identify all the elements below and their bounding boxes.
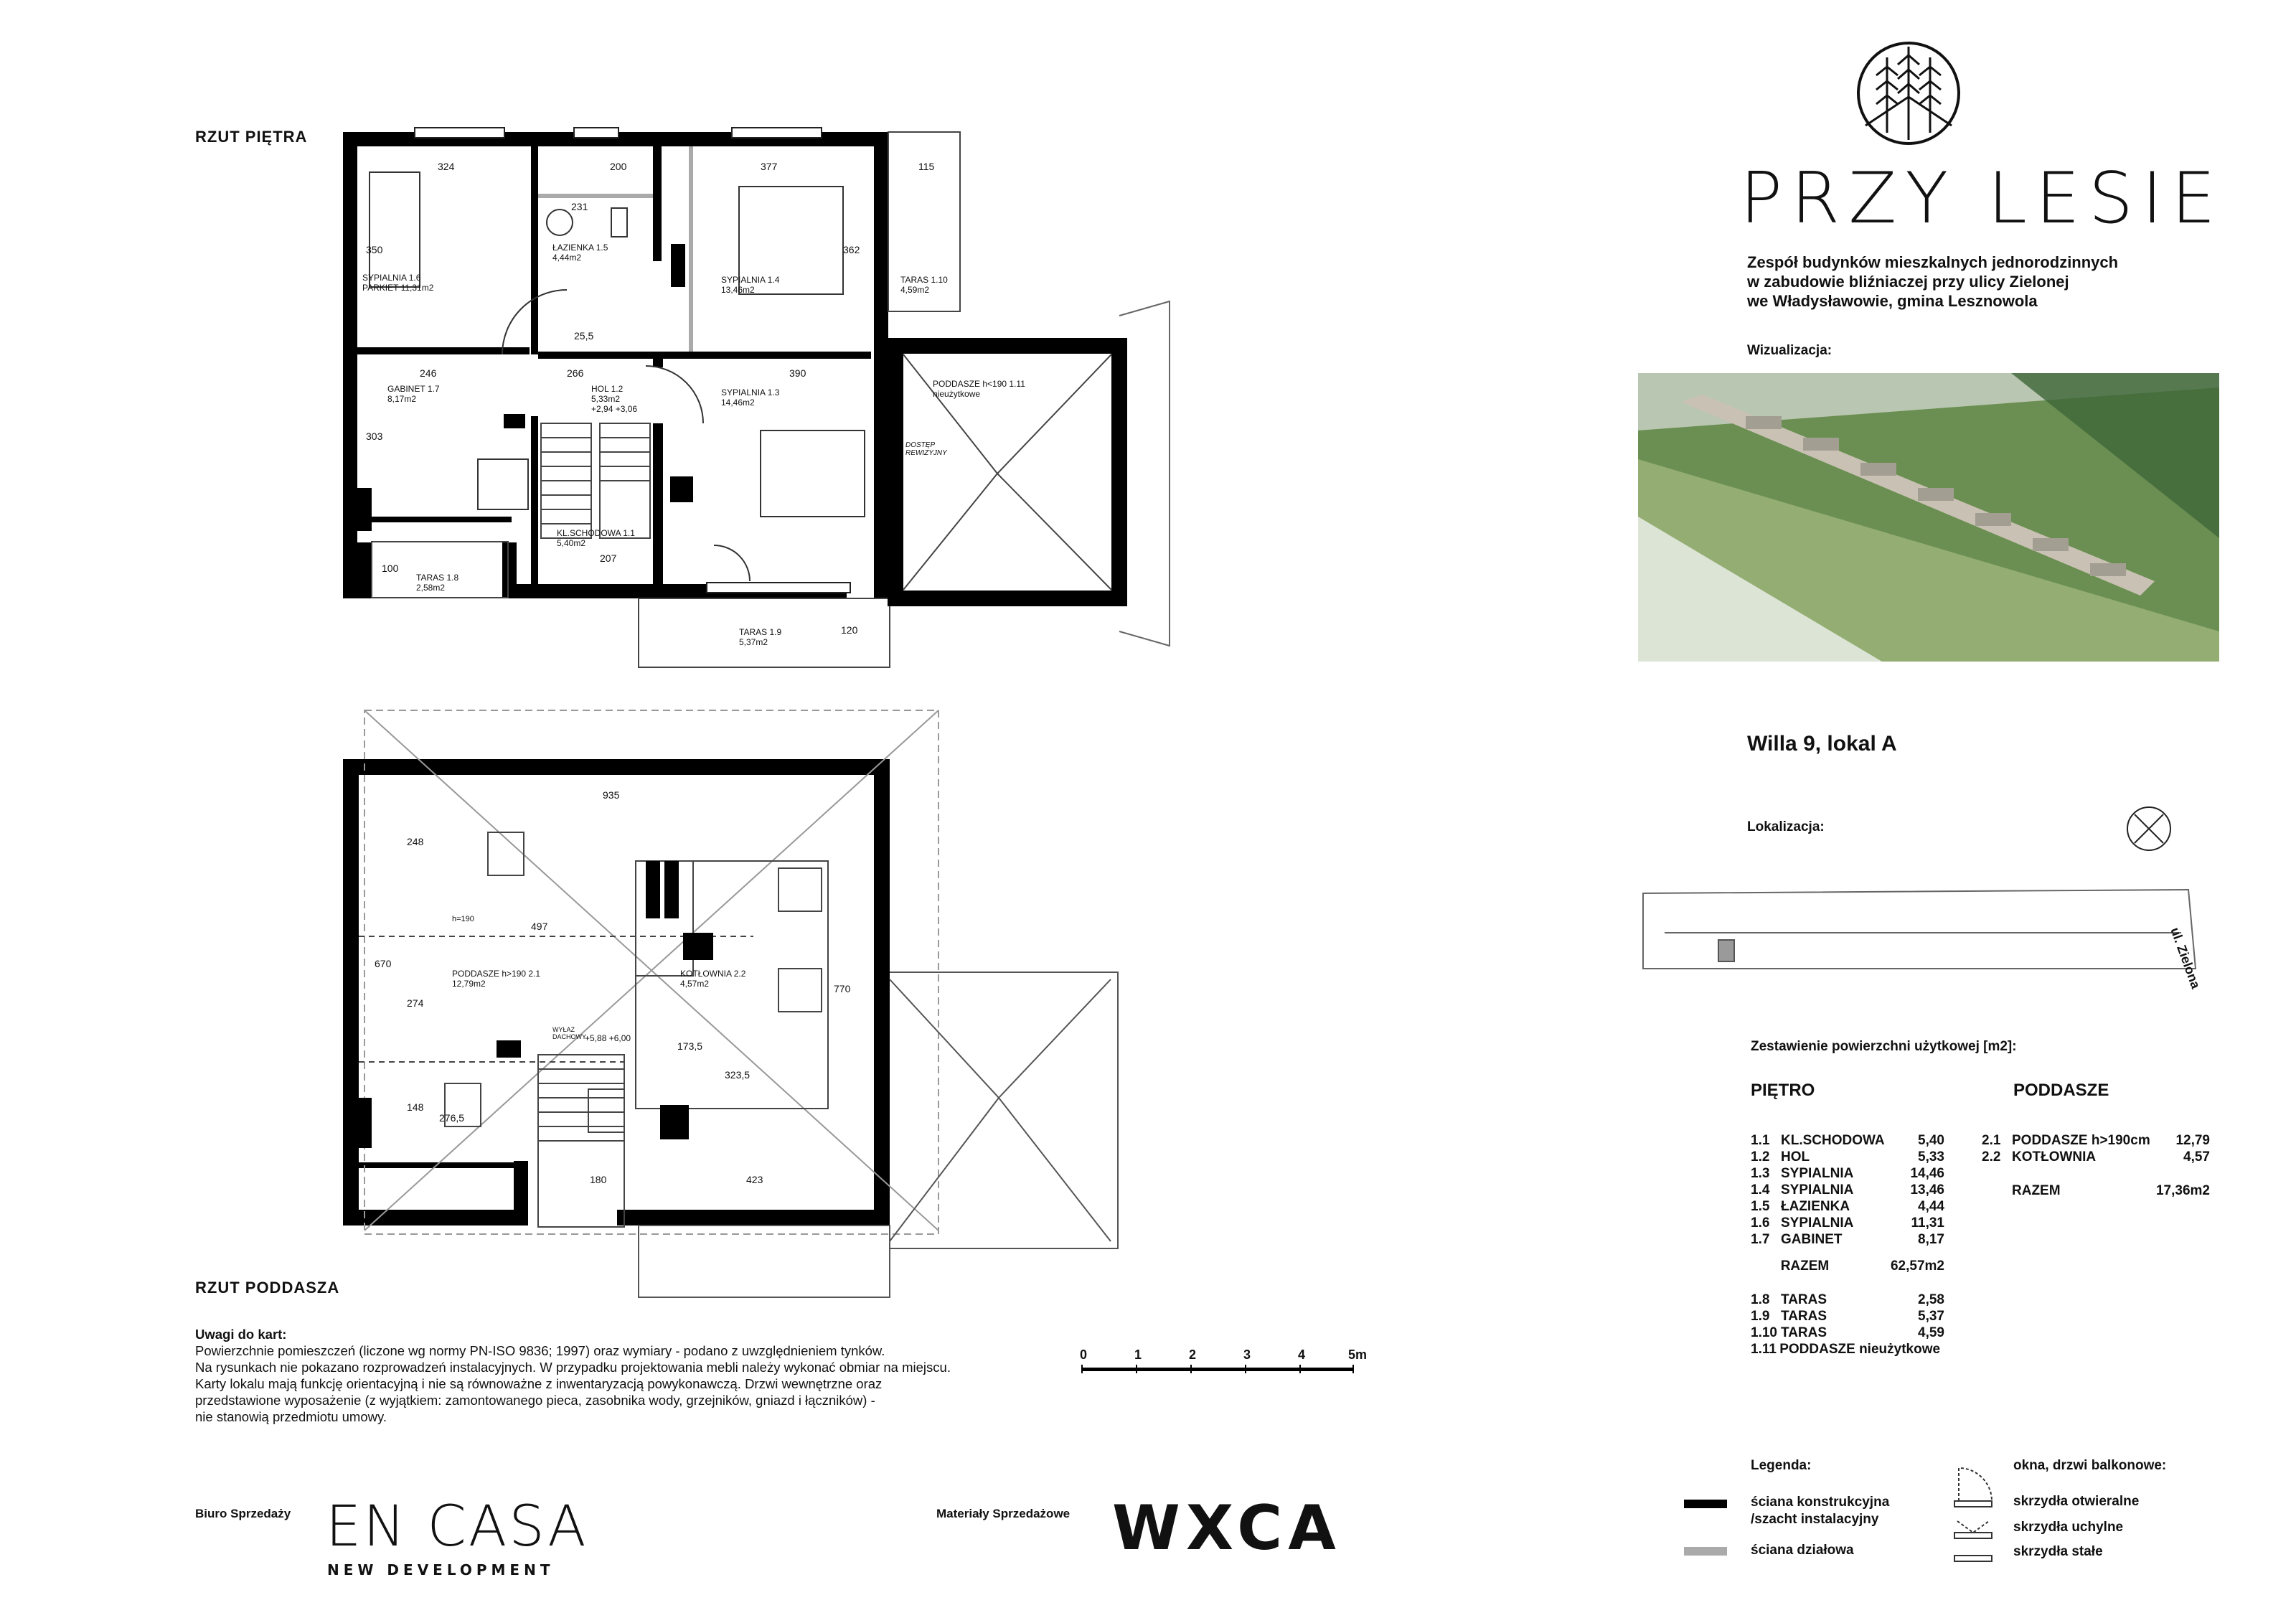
legend-windows-title: okna, drzwi balkonowe: — [2013, 1458, 2167, 1473]
sales-office-label: Biuro Sprzedaży — [195, 1507, 291, 1520]
legend-tilting: skrzydła uchylne — [2013, 1520, 2124, 1535]
dim: 231 — [571, 201, 588, 212]
dim: 362 — [843, 244, 860, 255]
notes-line: Karty lokalu mają funkcję orientacyjną i nie są równoważne z inwentaryzacją powykonawczą. Drzwi wewnętrzne oraz — [195, 1376, 883, 1391]
wall-swatch — [1684, 1500, 1727, 1508]
unit-title: Willa 9, lokal A — [1747, 732, 1897, 756]
dim: 935 — [603, 789, 620, 801]
room-label-1-11: PODDASZE h<190 1.11 nieużytkowe — [933, 379, 1025, 399]
table-row: 1.4 SYPIALNIA 13,46 — [1751, 1182, 1944, 1198]
room-label-1-3: SYPIALNIA 1.3 14,46m2 — [721, 387, 780, 408]
location-label: Lokalizacja: — [1747, 819, 1825, 834]
dim: 497 — [531, 921, 548, 932]
table-row: 1.2 HOL 5,33 — [1751, 1149, 1944, 1165]
dim: 390 — [789, 367, 806, 379]
dim: 303 — [366, 431, 383, 442]
visualisation-label: Wizualizacja: — [1747, 343, 1832, 358]
room-label-2-1: PODDASZE h>190 2.1 12,79m2 — [452, 969, 541, 989]
dim: 423 — [746, 1174, 763, 1185]
legend-opening: skrzydła otwieralne — [2013, 1494, 2140, 1509]
notes-line: nie stanowią przedmiotu umowy. — [195, 1409, 387, 1424]
dim: 274 — [407, 997, 424, 1009]
dim: +5,88 +6,00 — [585, 1033, 631, 1043]
window-legend-icons — [1952, 1461, 1995, 1568]
floor-total-row: RAZEM 62,57m2 — [1780, 1259, 1944, 1274]
dim: 173,5 — [677, 1040, 703, 1052]
dim: 180 — [590, 1174, 607, 1185]
room-label-1-7: GABINET 1.7 8,17m2 — [387, 384, 440, 404]
table-row: 2.1 PODDASZE h>190cm 12,79 — [1982, 1133, 2210, 1148]
wxca-logo: WXCA — [1112, 1492, 1342, 1564]
dim: 148 — [407, 1101, 424, 1113]
table-row: 1.1 KL.SCHODOWA 5,40 — [1751, 1133, 1944, 1148]
dim: 324 — [438, 161, 455, 172]
legend-wall: ściana konstrukcyjna /szacht instalacyjny — [1751, 1495, 1890, 1527]
legend-title: Legenda: — [1751, 1458, 1812, 1473]
notes-block — [195, 1326, 1006, 1425]
attic-total-row: RAZEM 17,36m2 — [2012, 1183, 2210, 1198]
table-row: 1.5 ŁAZIENKA 4,44 — [1751, 1199, 1944, 1214]
dim: h=190 — [452, 915, 474, 923]
table-row: 1.9 TARAS 5,37 — [1751, 1309, 1944, 1324]
dim: 770 — [834, 983, 851, 994]
notes-line: Powierzchnie pomieszczeń (liczone wg normy PN-ISO 9836; 1997) oraz wymiary - podano z uwzględnieniem tynków. — [195, 1343, 885, 1358]
floor-plan-title: RZUT PIĘTRA — [195, 128, 308, 146]
przy-lesie-logo-icon — [1855, 39, 1962, 147]
visualisation-image — [1638, 373, 2219, 662]
attic-plan-title: RZUT PODDASZA — [195, 1279, 340, 1297]
materials-label: Materiały Sprzedażowe — [936, 1507, 1071, 1520]
dim: 276,5 — [439, 1112, 465, 1124]
dim: 323,5 — [725, 1069, 751, 1081]
dim: 246 — [420, 367, 437, 379]
room-label-1-6: SYPIALNIA 1.6 PARKIET 11,31m2 — [362, 273, 434, 293]
dim: 207 — [600, 552, 617, 564]
dim: 120 — [841, 624, 858, 636]
dim: 266 — [567, 367, 584, 379]
legend-partition: ściana działowa — [1751, 1543, 1854, 1558]
table-row: 1.6 SYPIALNIA 11,31 — [1751, 1215, 1944, 1231]
room-label-1-1: KL.SCHODOWA 1.1 5,40m2 — [557, 528, 635, 548]
en-casa-logo-sub: NEW DEVELOPMENT — [327, 1561, 555, 1579]
dim: 25,5 — [574, 330, 594, 342]
dim: 248 — [407, 836, 424, 847]
legend-fixed: skrzydła stałe — [2013, 1544, 2103, 1559]
en-casa-logo: EN CASA — [326, 1495, 588, 1559]
room-label-1-10: TARAS 1.10 4,59m2 — [900, 275, 948, 295]
brand-title: PRZY LESIE — [1740, 158, 2224, 240]
attic-plan — [343, 710, 1118, 1297]
table-row: 1.3 SYPIALNIA 14,46 — [1751, 1166, 1944, 1181]
table-row: 1.10 TARAS 4,59 — [1751, 1325, 1944, 1340]
dim: 115 — [918, 161, 935, 172]
location-map — [1643, 807, 2196, 969]
scale-bar: 0 1 2 3 4 5m — [1080, 1347, 1374, 1383]
dim: 350 — [366, 244, 383, 255]
dim: WYŁAZ DACHOWY — [552, 1026, 586, 1040]
room-label-1-2: HOL 1.2 5,33m2 +2,94 +3,06 — [591, 384, 638, 414]
dim: 100 — [382, 563, 399, 574]
attic-header: PODDASZE — [2013, 1081, 2109, 1100]
table-row: 2.2 KOTŁOWNIA 4,57 — [1982, 1149, 2210, 1165]
street-label: ul. Zielona — [2168, 926, 2203, 991]
room-label-1-5: ŁAZIENKA 1.5 4,44m2 — [552, 243, 608, 263]
floor-areas-table — [1751, 1132, 1944, 1358]
table-row: 1.7 GABINET 8,17 — [1751, 1232, 1944, 1247]
room-label-2-2: KOTŁOWNIA 2.2 4,57m2 — [680, 969, 746, 989]
attic-areas-table — [1982, 1132, 2219, 1199]
floor-header: PIĘTRO — [1751, 1081, 1815, 1100]
notes-line: Na rysunkach nie pokazano rozprowadzeń instalacyjnych. W przypadku projektowania mebli należy wykonać obmiar na miejscu. — [195, 1360, 951, 1375]
room-label-1-9: TARAS 1.9 5,37m2 — [739, 627, 782, 647]
table-row: 1.11 PODDASZE nieużytkowe — [1751, 1342, 1941, 1357]
table-row: 1.8 TARAS 2,58 — [1751, 1292, 1944, 1307]
dim: 670 — [375, 958, 392, 969]
partition-swatch — [1684, 1547, 1727, 1556]
notes-line: przedstawione wyposażenie (z wyjątkiem: zamontowanego pieca, zasobnika wody, grzejników, gniazd i łączników) - — [195, 1393, 875, 1408]
room-label-1-8: TARAS 1.8 2,58m2 — [416, 573, 459, 593]
notes-title: Uwagi do kart: — [195, 1327, 287, 1342]
access-label: DOSTĘP REWIZYJNY — [905, 441, 947, 457]
dim: 377 — [761, 161, 778, 172]
dim: 200 — [610, 161, 627, 172]
room-label-1-4: SYPIALNIA 1.4 13,46m2 — [721, 275, 780, 295]
areas-title: Zestawienie powierzchni użytkowej [m2]: — [1751, 1039, 2017, 1054]
brand-description: Zespół budynków mieszkalnych jednorodzinnych w zabudowie bliźniaczej przy ulicy Zielonej we Władysławowie, gmina Lesznowola — [1747, 253, 2119, 310]
